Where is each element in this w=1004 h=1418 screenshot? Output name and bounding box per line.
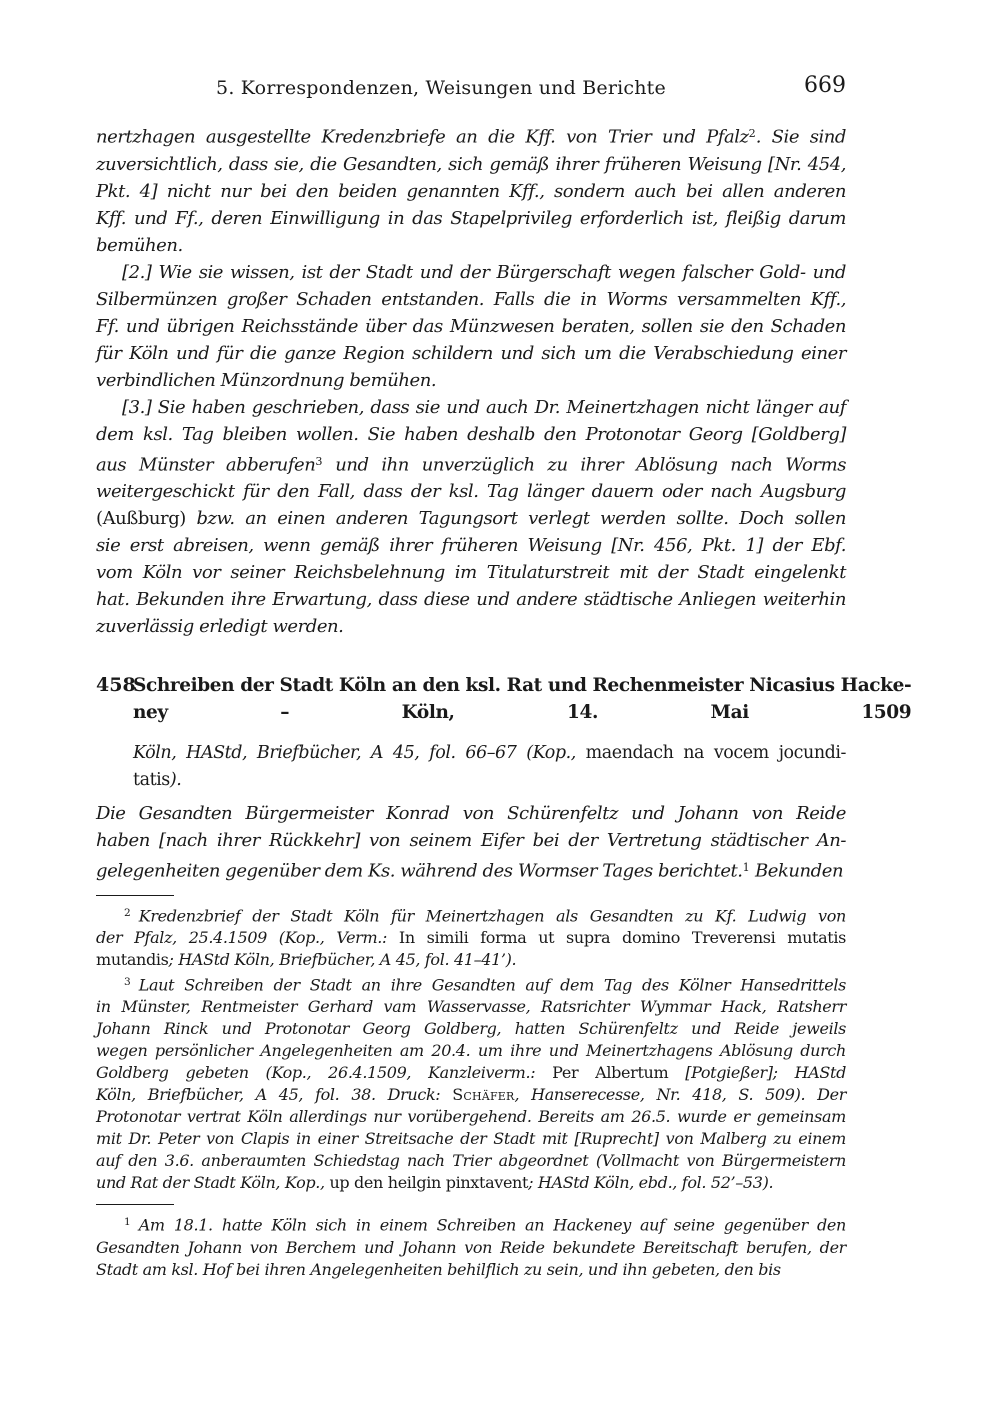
text-segment: Goldberg gebeten (Kop., 26.4.1509, Kanzleiverm.: [96,1063,553,1083]
section-title: 5. Korrespondenzen, Weisungen und Berichte [216,77,666,99]
text-segment: dem ksl. Tag bleiben wollen. Sie haben deshalb den Protonotar Georg [Goldberg] [96,423,846,445]
text-segment: Kredenzbrief der Stadt Köln für Meinertzhagen als Gesandten zu Kf. Ludwig von [138,906,846,925]
text-line [96,505,846,532]
text-segment: Köln, Briefbücher, A 45, fol. 38. Druck: [96,1085,453,1105]
text-line [96,1259,846,1281]
text-segment: Schreiben der Stadt Köln an den ksl. Rat und Rechenmeister Nicasius Hacke- [133,675,912,697]
text-line [96,421,846,448]
footnote-3 [96,971,846,1194]
text-line [133,740,846,767]
text-segment: Per Albertum [552,1063,686,1083]
running-header [96,73,846,100]
text-segment: Laut Schreiben der Stadt an ihre Gesandten auf dem Tag des Kölner Hansedrittels [138,975,846,995]
footnote-marker: 1 [124,1216,131,1229]
text-segment: hat. Bekunden ihre Erwartung, dass diese und andere städtische Anliegen weiterhin [96,589,846,611]
text-line [96,1018,846,1040]
text-segment: In simili forma ut supra domino Treverensi mutatis [398,928,846,947]
text-line [96,586,846,613]
text-segment: Am 18.1. hatte Köln sich in einem Schreiben an Hackeney auf seine gegenüber den [138,1215,846,1235]
text-line [96,827,846,854]
text-segment: maendach na vocem jocundi- [585,743,847,764]
text-line [96,927,846,949]
text-segment: Protonotar vertrat Köln allerdings nur vorübergehend. Bereits am 26.5. wurde er gemeinsam [96,1107,846,1127]
footnote-marker: 2 [124,906,131,919]
text-segment: sie erst abreisen, wenn gemäß ihrer früheren Weisung [Nr. 456, Pkt. 1] der Ebf. [96,535,846,557]
text-line [96,205,846,232]
text-segment: gelegenheiten gegenüber dem Ks. während des Wormser Tages berichtet. [96,860,743,882]
text-segment: für Köln und für die ganze Region schildern und sich um die Verabschiedung einer [96,342,846,364]
text-line [96,1040,846,1062]
text-segment: Pkt. 4] nicht nur bei den beiden genannten Kff., sondern auch bei allen anderen [96,180,846,202]
text-line [133,672,911,699]
text-line [133,699,911,726]
text-segment: nertzhagen ausgestellte Kredenzbriefe an die Kff. von Trier und Pfalz [96,126,749,148]
text-segment: Die Gesandten Bürgermeister Konrad von Schürenfeltz und Johann von Reide [96,803,846,825]
text-segment: bemühen. [96,234,183,256]
page-body [96,120,912,1281]
text-segment: , Hanserecesse, Nr. 418, S. 509). Der [514,1085,846,1105]
text-segment: mutandis [96,950,169,969]
text-line [96,259,846,286]
text-segment: [2.] Wie sie wissen, ist der Stadt und der Bürgerschaft wegen falscher Gold- und [122,261,846,283]
text-segment: [3.] Sie haben geschrieben, dass sie und auch Dr. Meinertzhagen nicht länger auf [122,396,846,418]
text-line [133,767,846,794]
footnote-marker: 3 [124,976,131,988]
text-line [96,286,846,313]
text-line [96,367,846,394]
text-line [96,1084,846,1106]
text-segment: ). [169,770,182,791]
text-line [96,394,846,421]
entry-title [133,672,911,726]
text-segment: zuverlässig erledigt werden. [96,616,344,638]
text-segment: zuversichtlich, dass sie, die Gesandten, sich gemäß ihrer früheren Weisung [Nr. 454, [96,153,846,175]
text-segment: bzw. an einen anderen Tagungsort verlegt werden sollte. Doch sollen [196,508,846,530]
text-segment: aus Münster abberufen [96,454,316,476]
text-segment: wegen persönlicher Angelegenheiten am 20.4. um ihre und Meinertzhagens Ablösung durch [96,1041,846,1061]
text-segment: weitergeschickt für den Fall, dass der ksl. Tag länger dauern oder nach Augsburg [96,481,846,503]
text-segment: ; HAStd Köln, ebd., fol. 52’–53). [528,1173,774,1193]
text-segment: ney – Köln, 14. Mai 1509 [133,702,912,724]
text-line [96,313,846,340]
entry-number: 458 [96,674,136,697]
text-line [96,1237,846,1259]
text-segment: Gesandten Johann von Berchem und Johann von Reide bekundete Bereitschaft berufen, der [96,1237,846,1257]
text-line [96,1106,846,1128]
footnote-marker: 3 [315,454,323,468]
text-segment: Köln, HAStd, Briefbücher, A 45, fol. 66–67 (Kop., [133,743,586,764]
text-segment: in Münster, Rentmeister Gerhard vam Wasservasse, Ratsrichter Wymmar Hack, Ratsherr [96,997,846,1017]
text-line [96,949,846,971]
text-line [96,340,846,367]
text-segment: haben [nach ihrer Rückkehr] von seinem Eifer bei der Vertretung städtischer An- [96,830,846,852]
text-segment: up den heilgin pinxtavent [329,1173,529,1193]
text-segment: [Potgießer]; HAStd [685,1063,846,1083]
footnote-marker: 1 [742,861,750,875]
text-line [96,613,846,640]
text-segment: mit Dr. Peter von Clapis in einer Streitsache der Stadt mit [Ruprecht] von Malberg zu einem [96,1129,846,1149]
text-line [96,1128,846,1150]
text-segment: der Pfalz, 25.4.1509 (Kop., Verm.: [96,928,399,947]
text-segment: Bekunden [749,860,844,882]
text-block [96,73,912,1281]
paragraph-continuation [96,120,846,259]
text-line [96,800,846,827]
text-segment: vom Köln vor seiner Reichsbelehnung im Titulaturstreit mit der Stadt eingelenkt [96,562,846,584]
text-line [96,971,846,996]
text-line [96,1211,846,1236]
text-segment: und ihn unverzüglich zu ihrer Ablösung nach Worms [322,454,846,476]
text-line [96,1062,846,1084]
text-segment: Silbermünzen großer Schaden entstanden. Falls die in Worms versammelten Kff., [96,288,846,310]
text-segment: Kff. und Ff., deren Einwilligung in das Stapelprivileg erforderlich ist, fleißig darum [96,207,846,229]
text-segment: verbindlichen Münzordnung bemühen. [96,369,437,391]
entry-458-source [133,740,846,794]
text-line [96,120,846,151]
paragraph-3 [96,394,846,641]
entry-458-summary [96,800,846,885]
text-line [96,478,846,505]
footnote-marker: 2 [748,127,756,140]
text-segment: (Außburg) [96,508,197,530]
text-line [96,232,846,259]
text-line [96,151,846,178]
text-segment: Stadt am ksl. Hof bei ihren Angelegenheiten behilflich zu sein, und ihn gebeten, den bis [96,1259,781,1279]
text-line [96,559,846,586]
footnote-separator [96,1204,174,1205]
text-line [96,902,846,927]
text-segment: ; HAStd Köln, Briefbücher, A 45, fol. 41–41’). [168,950,517,969]
text-line [96,854,846,885]
text-segment: . Sie sind [755,126,847,148]
text-line [96,178,846,205]
text-line [96,1150,846,1172]
text-segment: und Rat der Stadt Köln, Kop., [96,1173,330,1193]
footnote-2 [96,902,846,971]
entry-heading [96,672,912,726]
footnote-separator [96,895,174,896]
text-line [96,996,846,1018]
text-line [96,448,846,479]
paragraph-2 [96,259,846,394]
text-segment: Schäfer [452,1085,515,1105]
text-line [96,1172,846,1194]
text-segment: Ff. und übrigen Reichsstände über das Münzwesen beraten, sollen sie den Schaden [96,315,846,337]
page-number: 669 [804,73,846,98]
footnote-1 [96,1211,846,1280]
text-segment: Johann Rinck und Protonotar Georg Goldberg, hatten Schürenfeltz und Reide jeweils [96,1019,846,1039]
text-segment: auf den 3.6. anberaumten Schiedstag nach Trier abgeordnet (Vollmacht von Bürgermeistern [96,1151,846,1171]
text-segment: tatis [133,770,170,791]
text-line [96,532,846,559]
